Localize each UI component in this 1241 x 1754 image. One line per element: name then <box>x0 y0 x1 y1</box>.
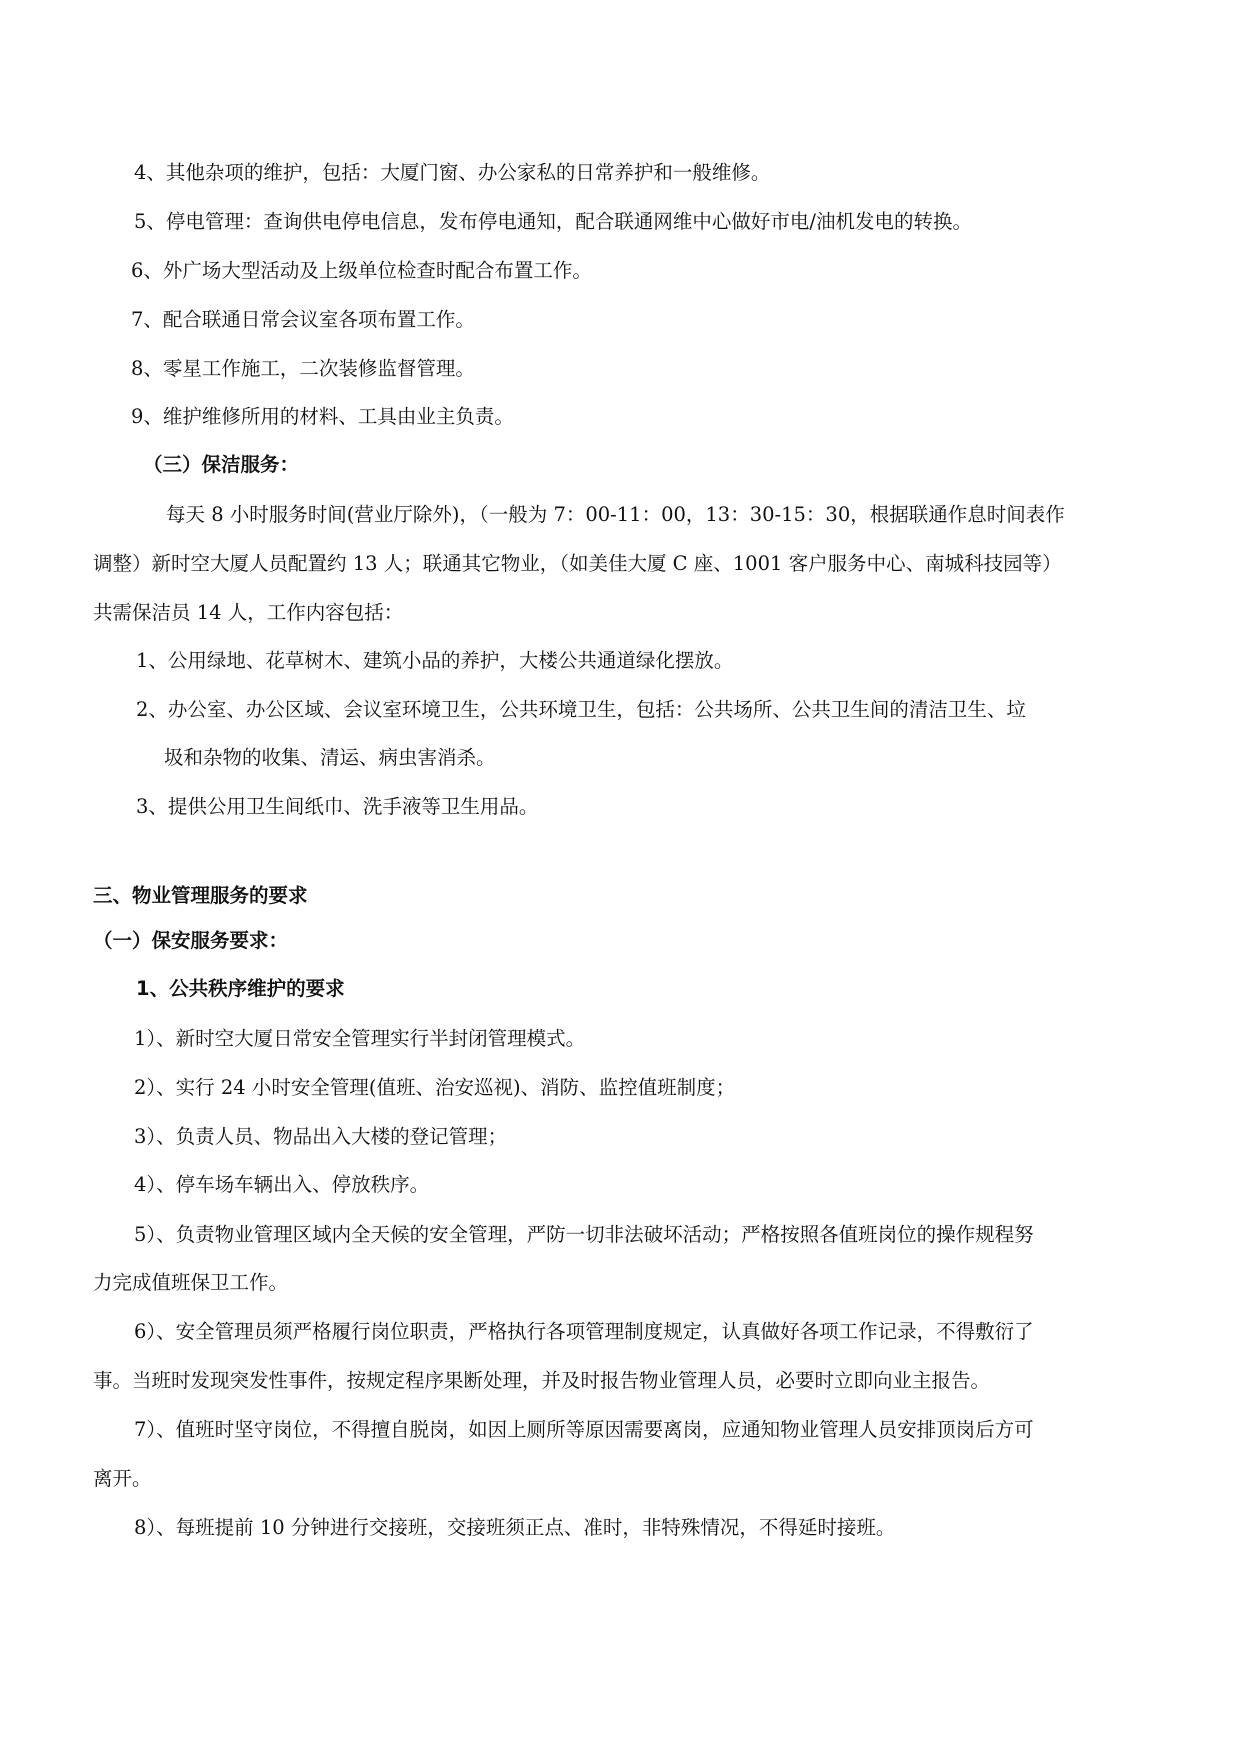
security-requirements-heading: （一）保安服务要求： <box>93 929 289 952</box>
cleaning-intro-line-1: 每天 8 小时服务时间(营业厅除外)，（一般为 7：00-11：00，13：30-15：30，根据联通作息时间表作 <box>166 503 1065 526</box>
cleaning-intro-line-3: 共需保洁员 14 人，工作内容包括： <box>93 601 404 624</box>
requirement-line-8: 8）、每班提前 10 分钟进行交接班，交接班须正点、准时，非特殊情况，不得延时接班。 <box>134 1516 896 1539</box>
requirement-line-7-continued: 离开。 <box>93 1467 152 1490</box>
requirements-heading: 三、物业管理服务的要求 <box>93 884 308 907</box>
requirement-line-1: 1）、新时空大厦日常安全管理实行半封闭管理模式。 <box>134 1027 586 1050</box>
maintenance-item-7: 7、配合联通日常会议室各项布置工作。 <box>131 308 475 331</box>
maintenance-item-5: 5、停电管理：查询供电停电信息，发布停电通知，配合联通网维中心做好市电/油机发电的转换。 <box>134 210 972 233</box>
maintenance-item-8: 8、零星工作施工，二次装修监督管理。 <box>131 357 475 380</box>
maintenance-item-6: 6、外广场大型活动及上级单位检查时配合布置工作。 <box>131 259 592 282</box>
requirement-line-7: 7）、值班时坚守岗位，不得擅自脱岗，如因上厕所等原因需要离岗，应通知物业管理人员安排顶岗后方可 <box>134 1418 1034 1441</box>
cleaning-item-3: 3、提供公用卫生间纸巾、洗手液等卫生用品。 <box>136 795 539 818</box>
cleaning-item-1: 1、公用绿地、花草树木、建筑小品的养护，大楼公共通道绿化摆放。 <box>136 649 734 672</box>
public-order-heading: 1、公共秩序维护的要求 <box>136 977 345 1000</box>
cleaning-item-2-continued: 圾和杂物的收集、清运、病虫害消杀。 <box>164 746 496 769</box>
requirement-line-4: 4）、停车场车辆出入、停放秩序。 <box>134 1173 430 1196</box>
maintenance-item-4: 4、其他杂项的维护，包括：大厦门窗、办公家私的日常养护和一般维修。 <box>134 161 771 184</box>
cleaning-intro-line-2: 调整）新时空大厦人员配置约 13 人；联通其它物业，（如美佳大厦 C 座、1001 客户服务中心、南城科技园等） <box>93 552 1062 575</box>
requirement-line-5-continued: 力完成值班保卫工作。 <box>93 1271 289 1294</box>
cleaning-heading: （三）保洁服务： <box>143 453 300 476</box>
requirement-line-5: 5）、负责物业管理区域内全天候的安全管理，严防一切非法破坏活动；严格按照各值班岗位的操作规程努 <box>134 1223 1034 1246</box>
requirement-line-6: 6）、安全管理员须严格履行岗位职责，严格执行各项管理制度规定，认真做好各项工作记录，不得敷衍了 <box>134 1320 1034 1343</box>
cleaning-item-2: 2、办公室、办公区域、会议室环境卫生，公共环境卫生，包括：公共场所、公共卫生间的清洁卫生、垃 <box>136 698 1026 721</box>
requirement-line-6-continued: 事。当班时发现突发性事件，按规定程序果断处理，并及时报告物业管理人员，必要时立即向业主报告。 <box>93 1369 991 1392</box>
maintenance-item-9: 9、维护维修所用的材料、工具由业主负责。 <box>131 405 514 428</box>
requirement-line-2: 2）、实行 24 小时安全管理(值班、治安巡视)、消防、监控值班制度； <box>134 1076 736 1099</box>
requirement-line-3: 3）、负责人员、物品出入大楼的登记管理； <box>134 1125 508 1148</box>
